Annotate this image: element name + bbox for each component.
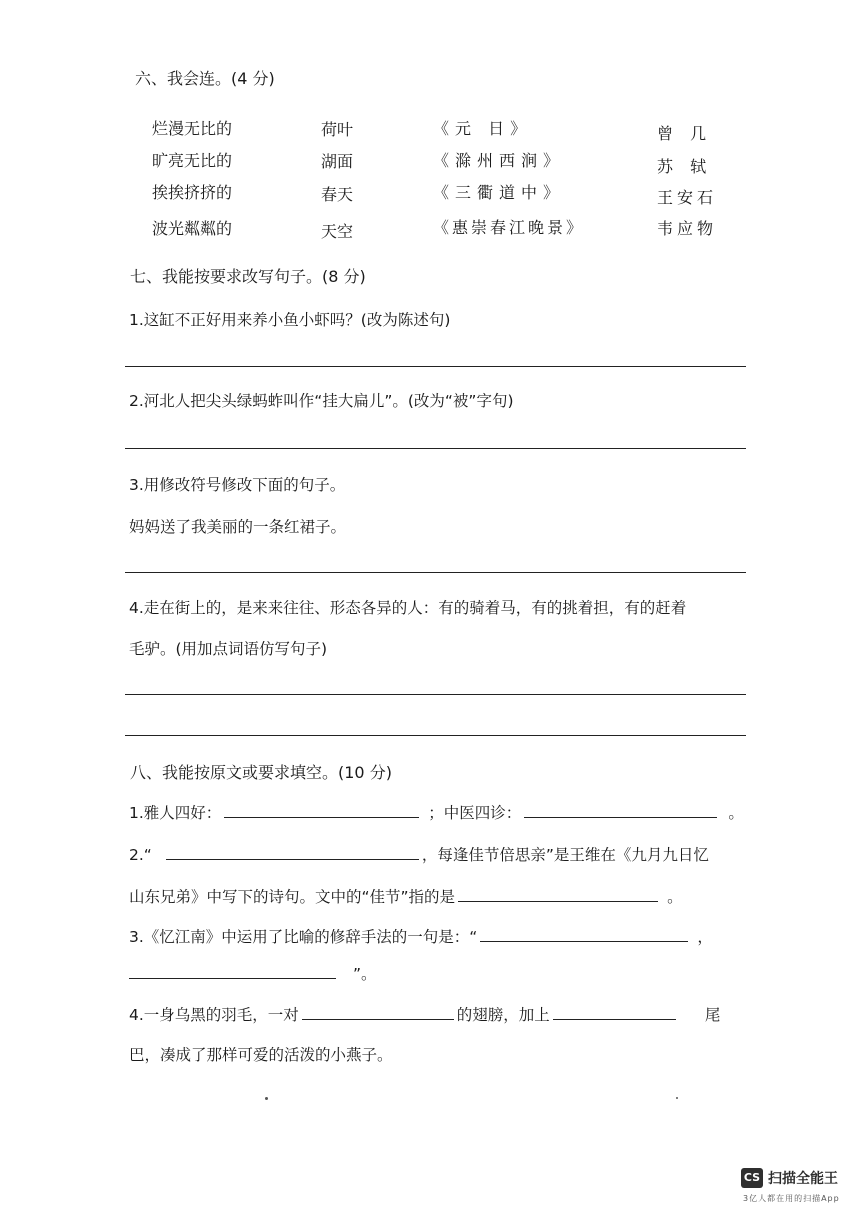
scan-speck <box>265 1097 268 1100</box>
s7-question-3: 3.用修改符号修改下面的句子。 <box>129 476 346 494</box>
poet-2: 苏 轼 <box>657 157 713 176</box>
s8-q1-middle: ；中医四诊： <box>428 804 522 822</box>
s8-q4-blank-b[interactable] <box>553 1004 676 1020</box>
poem-3: 《三衢道中》 <box>433 183 566 202</box>
s7-answer-line-4a[interactable] <box>125 694 746 695</box>
s8-question-3-line2 <box>129 962 377 984</box>
adjective-4: 波光粼粼的 <box>152 219 233 238</box>
watermark-name: 扫描全能王 <box>768 1171 838 1187</box>
s7-question-3-sentence: 妈妈送了我美丽的一条红裙子。 <box>129 518 347 536</box>
watermark-tagline: 3亿人都在用的扫描App <box>743 1194 840 1203</box>
adjective-3: 挨挨挤挤的 <box>152 183 233 202</box>
s8-q2-blank-b[interactable] <box>458 886 658 902</box>
poet-3: 王安石 <box>657 188 718 207</box>
s8-q4-prefix: 4.一身乌黑的羽毛，一对 <box>129 1006 299 1024</box>
s8-q3-prefix: 3.《忆江南》中运用了比喻的修辞手法的一句是：“ <box>129 928 478 946</box>
s8-q1-prefix: 1.雅人四好： <box>129 804 222 822</box>
s8-question-2-line2 <box>129 885 683 907</box>
s8-q3-comma: ， <box>697 928 713 946</box>
s7-question-2: 2.河北人把尖头绿蚂蚱叫作“挂大扁儿”。(改为“被”字句) <box>129 392 514 410</box>
s8-q1-blank-a[interactable] <box>224 802 419 818</box>
camscanner-logo-icon: CS <box>741 1168 763 1188</box>
poet-4: 韦应物 <box>657 219 718 238</box>
s7-answer-line-2[interactable] <box>125 448 746 449</box>
s8-q2-blank-a[interactable] <box>166 844 419 860</box>
section-6-title: 六、我会连。(4 分) <box>135 69 275 88</box>
adjective-1: 烂漫无比的 <box>152 119 233 138</box>
poem-2: 《滁州西涧》 <box>433 151 566 170</box>
s8-question-2-line1 <box>129 843 709 865</box>
s7-answer-line-4b[interactable] <box>125 735 746 736</box>
poet-1: 曾 几 <box>657 124 713 143</box>
s8-q2-line2-text: 山东兄弟》中写下的诗句。文中的“佳节”指的是 <box>129 888 456 906</box>
s8-q3-blank-a[interactable] <box>480 926 688 942</box>
s8-q4-blank-a[interactable] <box>302 1004 454 1020</box>
s8-q3-blank-b[interactable] <box>129 963 336 979</box>
s8-question-1 <box>129 801 744 823</box>
s7-answer-line-1[interactable] <box>125 366 746 367</box>
scan-speck <box>676 1097 678 1099</box>
s8-q2-prefix: 2.“ <box>129 846 152 864</box>
s8-q2-end: 。 <box>667 888 683 906</box>
section-7-title: 七、我能按要求改写句子。(8 分) <box>130 267 366 286</box>
poem-4: 《惠崇春江晚景》 <box>433 218 586 237</box>
s8-question-4-line2: 巴，凑成了那样可爱的活泼的小燕子。 <box>129 1046 393 1064</box>
s8-q1-end: 。 <box>728 804 744 822</box>
s7-answer-line-3[interactable] <box>125 572 746 573</box>
s7-question-1: 1.这缸不正好用来养小鱼小虾吗？(改为陈述句) <box>129 311 451 329</box>
noun-2: 湖面 <box>321 152 354 171</box>
s8-question-3-line1 <box>129 925 713 947</box>
s8-q1-blank-b[interactable] <box>524 802 717 818</box>
noun-3: 春天 <box>321 185 354 204</box>
s8-question-4-line1 <box>129 1003 720 1025</box>
s7-question-4-line1: 4.走在街上的，是来来往往、形态各异的人：有的骑着马，有的挑着担，有的赶着 <box>129 599 687 617</box>
adjective-2: 旷亮无比的 <box>152 151 233 170</box>
poem-1: 《元 日》 <box>433 119 533 138</box>
section-8-title: 八、我能按原文或要求填空。(10 分) <box>130 763 392 782</box>
s8-q4-middle: 的翅膀，加上 <box>456 1006 550 1024</box>
s8-q2-middle: ，每逢佳节倍思亲”是王维在《九月九日忆 <box>421 846 709 864</box>
s7-question-4-line2: 毛驴。(用加点词语仿写句子) <box>129 640 328 658</box>
noun-4: 天空 <box>321 222 354 241</box>
noun-1: 荷叶 <box>321 120 354 139</box>
s8-q3-end: ”。 <box>353 965 377 983</box>
s8-q4-tail: 尾 <box>704 1006 721 1024</box>
